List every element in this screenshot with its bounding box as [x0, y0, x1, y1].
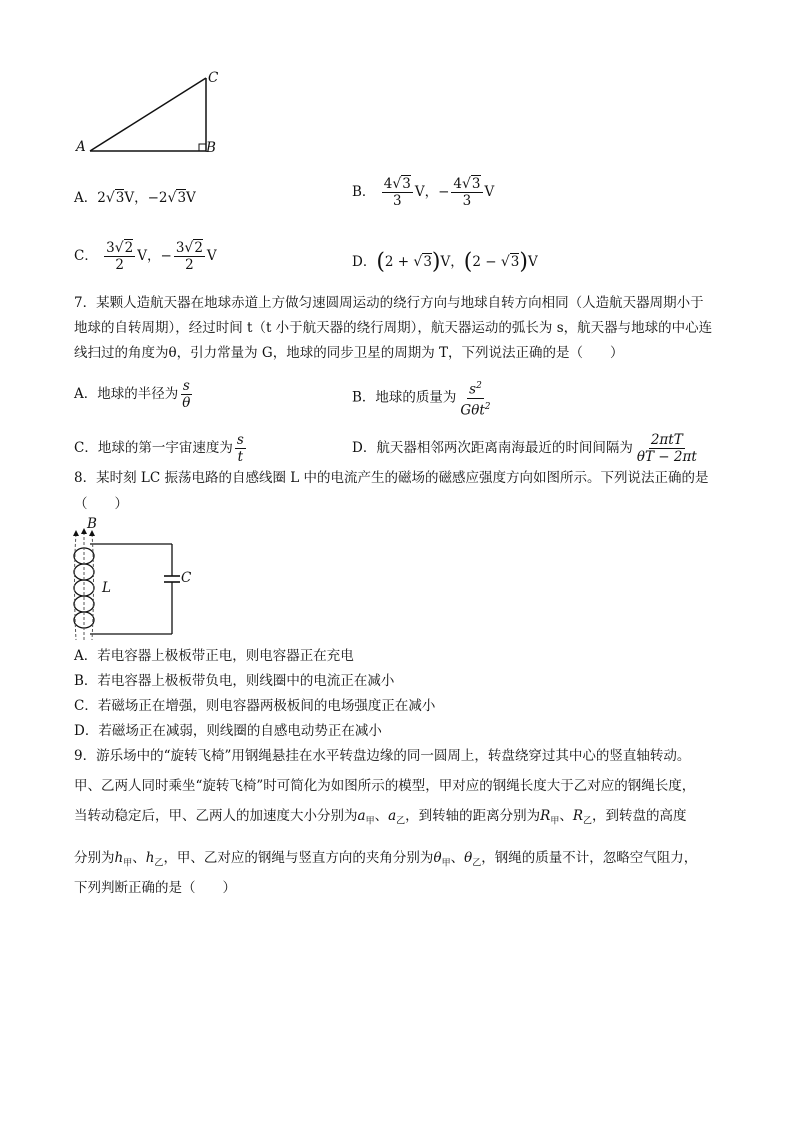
label-capacitor-c: C: [181, 570, 192, 586]
q9-stem-line1: 9．游乐场中的“旋转飞椅”用钢绳悬挂在水平转盘边缘的同一圆周上，转盘绕穿过其中心的竖直轴转动。: [74, 748, 691, 764]
q8-option-c: C．若磁场正在增强，则电容器两极板间的电场强度正在减小: [74, 698, 436, 714]
q8-stem-line2: （ ）: [74, 496, 128, 512]
label-field-b: B: [87, 516, 97, 532]
q8-option-b: B．若电容器上极板带负电，则线圈中的电流正在减小: [74, 673, 395, 689]
q7-option-c: C．地球的第一宇宙速度为 $\frac{s}{t}$: [74, 432, 244, 465]
right-angle-mark: [199, 144, 206, 151]
q8-option-d: D．若磁场正在减弱，则线圈的自感电动势正在减小: [74, 723, 382, 739]
q7-option-b: B．地球的质量为 $\frac{s^2}{G\theta t^2}$: [352, 378, 495, 418]
label-a: A: [76, 139, 86, 155]
q7-stem-line3: 线扫过的角度为θ，引力常量为 G，地球的同步卫星的周期为 T，下列说法正确的是（ ）: [74, 345, 624, 361]
q7-stem-line2: 地球的自转周期），经过时间 t（t 小于航天器的绕行周期），航天器运动的弧长为 s，航天器与地球的中心连: [74, 320, 713, 336]
q6-option-c: C． $\frac{3√2}{2}$ V，− $\frac{3√2}{2}$ V: [74, 240, 217, 273]
q9-stem-line2: 甲、乙两人同时乘坐“旋转飞椅”时可简化为如图所示的模型，甲对应的钢绳长度大于乙对应的钢绳长度，: [74, 778, 696, 794]
triangle-side-ac: [90, 78, 206, 151]
q6-option-b: B． $\frac{4√3}{3}$ V，− $\frac{4√3}{3}$ V: [352, 176, 495, 209]
q8-option-a: A．若电容器上极板带正电，则电容器正在充电: [74, 648, 354, 664]
label-inductor-l: L: [102, 580, 111, 596]
q9-stem-line5: 下列判断正确的是（ ）: [74, 880, 236, 896]
q7-option-d: D．航天器相邻两次距离南海最近的时间间隔为 $\frac{\text{2πtT}}{\theta T - 2\pi t}$: [352, 432, 697, 465]
label-c: C: [208, 70, 219, 86]
q6-option-a: A．2√3V，−2√3V: [74, 190, 196, 206]
label-b: B: [206, 140, 216, 156]
q8-stem-line1: 8．某时刻 LC 振荡电路的自感线圈 L 中的电流产生的磁场的磁感应强度方向如图所示。下列说法正确的是: [74, 470, 709, 486]
q7-option-a: A．地球的半径为 $\frac{s}{\theta}$: [74, 378, 191, 411]
q9-stem-line3: 当转动稳定后，甲、乙两人的加速度大小分别为$a_甲$、$a_乙$，到转轴的距离分别为$R_甲$、$R_乙$，到转盘的高度: [74, 808, 687, 827]
q6-option-d: D．(2 + √3)V，(2 − √3)V: [352, 249, 538, 275]
q7-stem-line1: 7．某颗人造航天器在地球赤道上方做匀速圆周运动的绕行方向与地球自转方向相同（人造航天器周期小于: [74, 295, 704, 311]
q9-stem-line4: 分别为$h_甲$、$h_乙$，甲、乙对应的钢绳与竖直方向的夹角分别为$\theta_甲$、$\theta_乙$，钢绳的质量不计，忽略空气阻力，: [74, 850, 698, 869]
lc-circuit-figure: [60, 522, 200, 648]
